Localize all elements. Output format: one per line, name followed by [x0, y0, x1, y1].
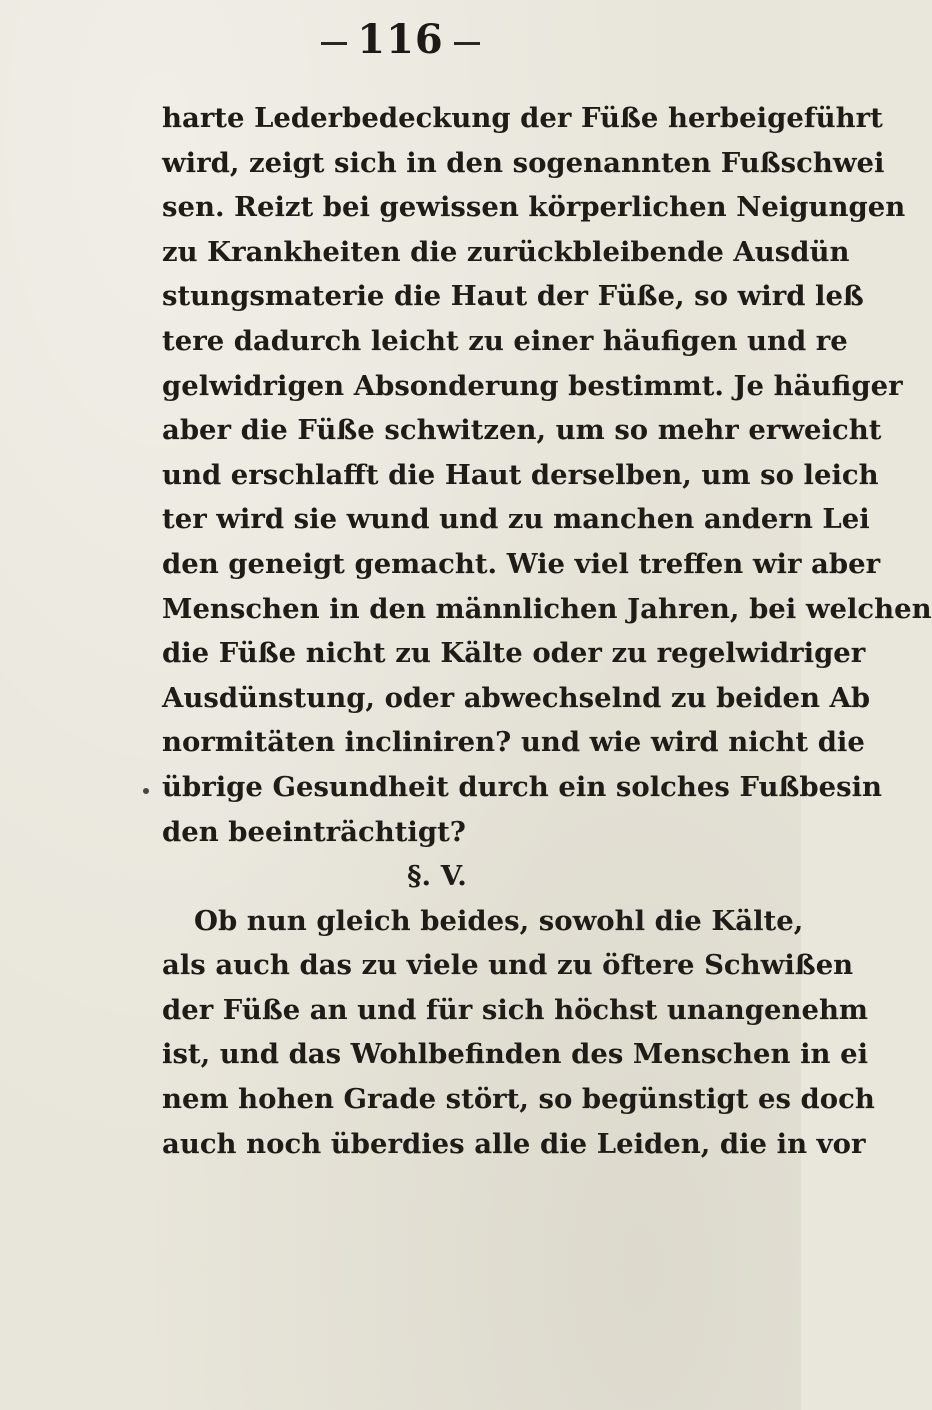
text-line: Ob nun gleich beides, sowohl die Kälte, [194, 904, 804, 937]
text-line: gelwidrigen Absonderung bestimmt. Je häufiger [162, 369, 903, 402]
text-line: zu Krankheiten die zurückbleibende Ausdün [162, 235, 850, 268]
text-line: normitäten incliniren? und wie wird nicht die [162, 726, 865, 759]
text-line: nem hohen Grade stört, so begünstigt es doch [162, 1083, 875, 1116]
text-line: aber die Füße schwitzen, um so mehr erweicht [162, 414, 882, 447]
text-line: wird, zeigt sich in den sogenannten Fußschwei [162, 146, 885, 179]
text-line: tere dadurch leicht zu einer häufigen und re [162, 324, 848, 357]
text-line: ist, und das Wohlbefinden des Menschen in ei [162, 1038, 869, 1071]
text-line: und erschlafft die Haut derselben, um so leich [162, 458, 879, 491]
text-line: harte Lederbedeckung der Füße herbeigeführt [162, 102, 883, 134]
section-heading: §. V. [407, 860, 467, 893]
text-line: stungsmaterie die Haut der Füße, so wird leß [162, 280, 864, 313]
page-number: 116 [357, 16, 444, 63]
body-text [162, 96, 932, 1166]
margin-mark [143, 788, 149, 794]
text-line: sen. Reizt bei gewissen körperlichen Neigungen [162, 191, 906, 224]
header-dash-left [321, 42, 347, 45]
text-line: als auch das zu viele und zu öftere Schwißen [162, 949, 854, 982]
text-line: auch noch überdies alle die Leiden, die in vor [162, 1127, 866, 1160]
text-line: die Füße nicht zu Kälte oder zu regelwidriger [162, 637, 866, 670]
text-line: Menschen in den männlichen Jahren, bei welchen [162, 592, 932, 625]
text-line: übrige Gesundheit durch ein solches Fußbesin [162, 770, 883, 803]
text-line: der Füße an und für sich höchst unangenehm [162, 993, 869, 1026]
page-header [0, 16, 801, 63]
text-line: den geneigt gemacht. Wie viel treffen wir aber [162, 547, 881, 580]
header-dash-right [454, 42, 480, 45]
text-line: Ausdünstung, oder abwechselnd zu beiden Ab [162, 681, 871, 714]
text-line: den beeinträchtigt? [162, 815, 466, 848]
text-line: ter wird sie wund und zu manchen andern Lei [162, 503, 870, 536]
